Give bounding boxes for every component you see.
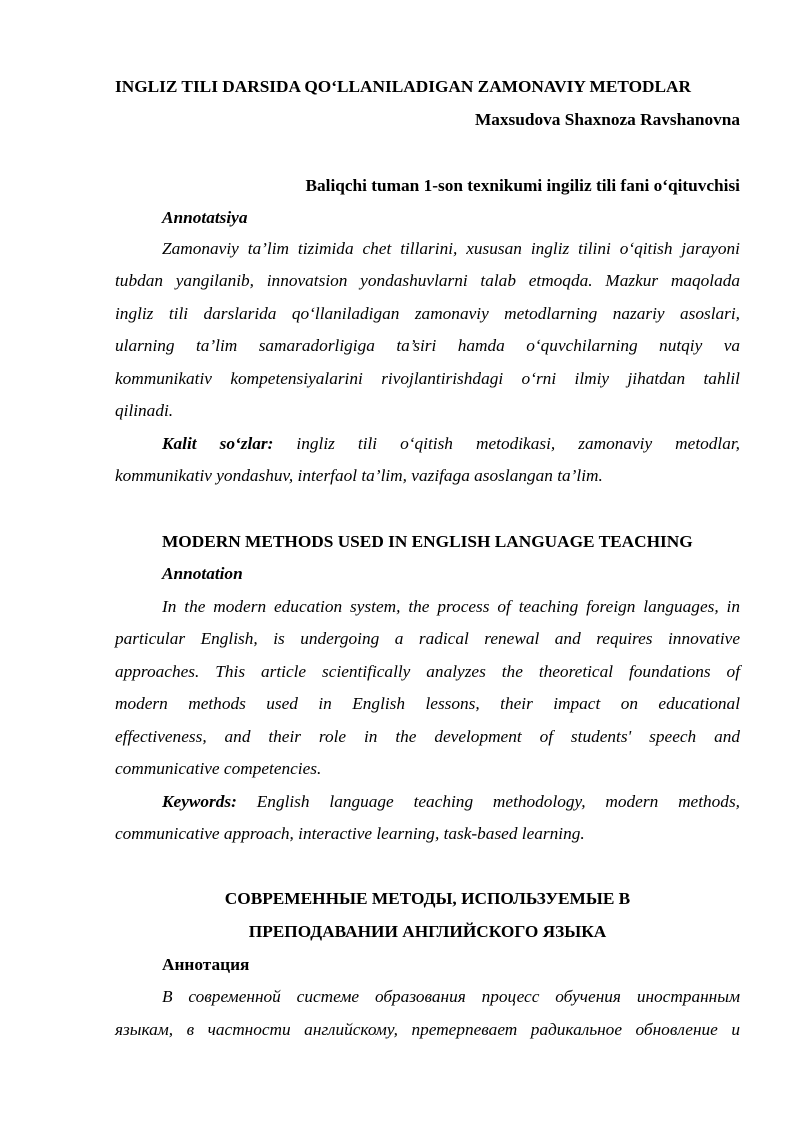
uz-annotation-heading: Annotatsiya bbox=[162, 208, 248, 227]
en-title: MODERN METHODS USED IN ENGLISH LANGUAGE TEACHING bbox=[162, 532, 693, 551]
en-annotation-line: approaches. This article scientifically analyzes the theoretical foundations of bbox=[115, 662, 740, 681]
uz-annotation-line: tubdan yangilanib, innovatsion yondashuvlarni talab etmoqda. Mazkur maqolada bbox=[115, 271, 740, 290]
en-annotation-line: communicative competencies. bbox=[115, 759, 322, 778]
uz-keywords-text: ingliz tili o‘qitish metodikasi, zamonaviy metodlar, bbox=[273, 434, 740, 453]
ru-title-line: ПРЕПОДАВАНИИ АНГЛИЙСКОГО ЯЗЫКА bbox=[248, 922, 607, 941]
uz-annotation-line: ularning ta’lim samaradorligiga ta’siri hamda o‘quvchilarning nutqiy va bbox=[115, 336, 740, 355]
en-annotation-line: modern methods used in English lessons, their impact on educational bbox=[115, 694, 740, 713]
uz-annotation-line: Zamonaviy ta’lim tizimida chet tillarini, xususan ingliz tilini o‘qitish jarayoni bbox=[162, 239, 740, 258]
en-keywords bbox=[162, 791, 740, 813]
en-keywords-continued: communicative approach, interactive learning, task-based learning. bbox=[115, 824, 585, 843]
en-annotation-heading: Annotation bbox=[162, 564, 243, 583]
en-keywords-label: Keywords: bbox=[162, 792, 237, 811]
uz-keywords-label: Kalit so‘zlar: bbox=[162, 434, 274, 453]
uz-keywords-continued: kommunikativ yondashuv, interfaol ta’lim, vazifaga asoslangan ta’lim. bbox=[115, 466, 603, 485]
en-annotation-line: In the modern education system, the process of teaching foreign languages, in bbox=[162, 597, 740, 616]
uz-title: INGLIZ TILI DARSIDA QO‘LLANILADIGAN ZAMONAVIY METODLAR bbox=[115, 77, 691, 96]
ru-annotation-line: В современной системе образования процесс обучения иностранным bbox=[162, 987, 740, 1006]
en-annotation-line: particular English, is undergoing a radical renewal and requires innovative bbox=[115, 629, 740, 648]
uz-keywords bbox=[162, 433, 740, 455]
uz-annotation-line: qilinadi. bbox=[115, 401, 174, 420]
author-affiliation: Baliqchi tuman 1-son texnikumi ingiliz tili fani o‘qituvchisi bbox=[305, 176, 740, 195]
ru-annotation-heading: Аннотация bbox=[162, 955, 250, 974]
uz-annotation-line: ingliz tili darslarida qo‘llaniladigan zamonaviy metodlarning nazariy asoslari, bbox=[115, 304, 740, 323]
uz-annotation-line: kommunikativ kompetensiyalarini rivojlantirishdagi o‘rni ilmiy jihatdan tahlil bbox=[115, 369, 740, 388]
ru-title-line: СОВРЕМЕННЫЕ МЕТОДЫ, ИСПОЛЬЗУЕМЫЕ В bbox=[224, 889, 631, 908]
author-name: Maxsudova Shaxnoza Ravshanovna bbox=[474, 110, 740, 129]
en-keywords-text: English language teaching methodology, modern methods, bbox=[236, 792, 740, 811]
en-annotation-line: effectiveness, and their role in the development of students' speech and bbox=[115, 727, 740, 746]
ru-annotation-line: языкам, в частности английскому, претерпевает радикальное обновление и bbox=[115, 1020, 740, 1039]
